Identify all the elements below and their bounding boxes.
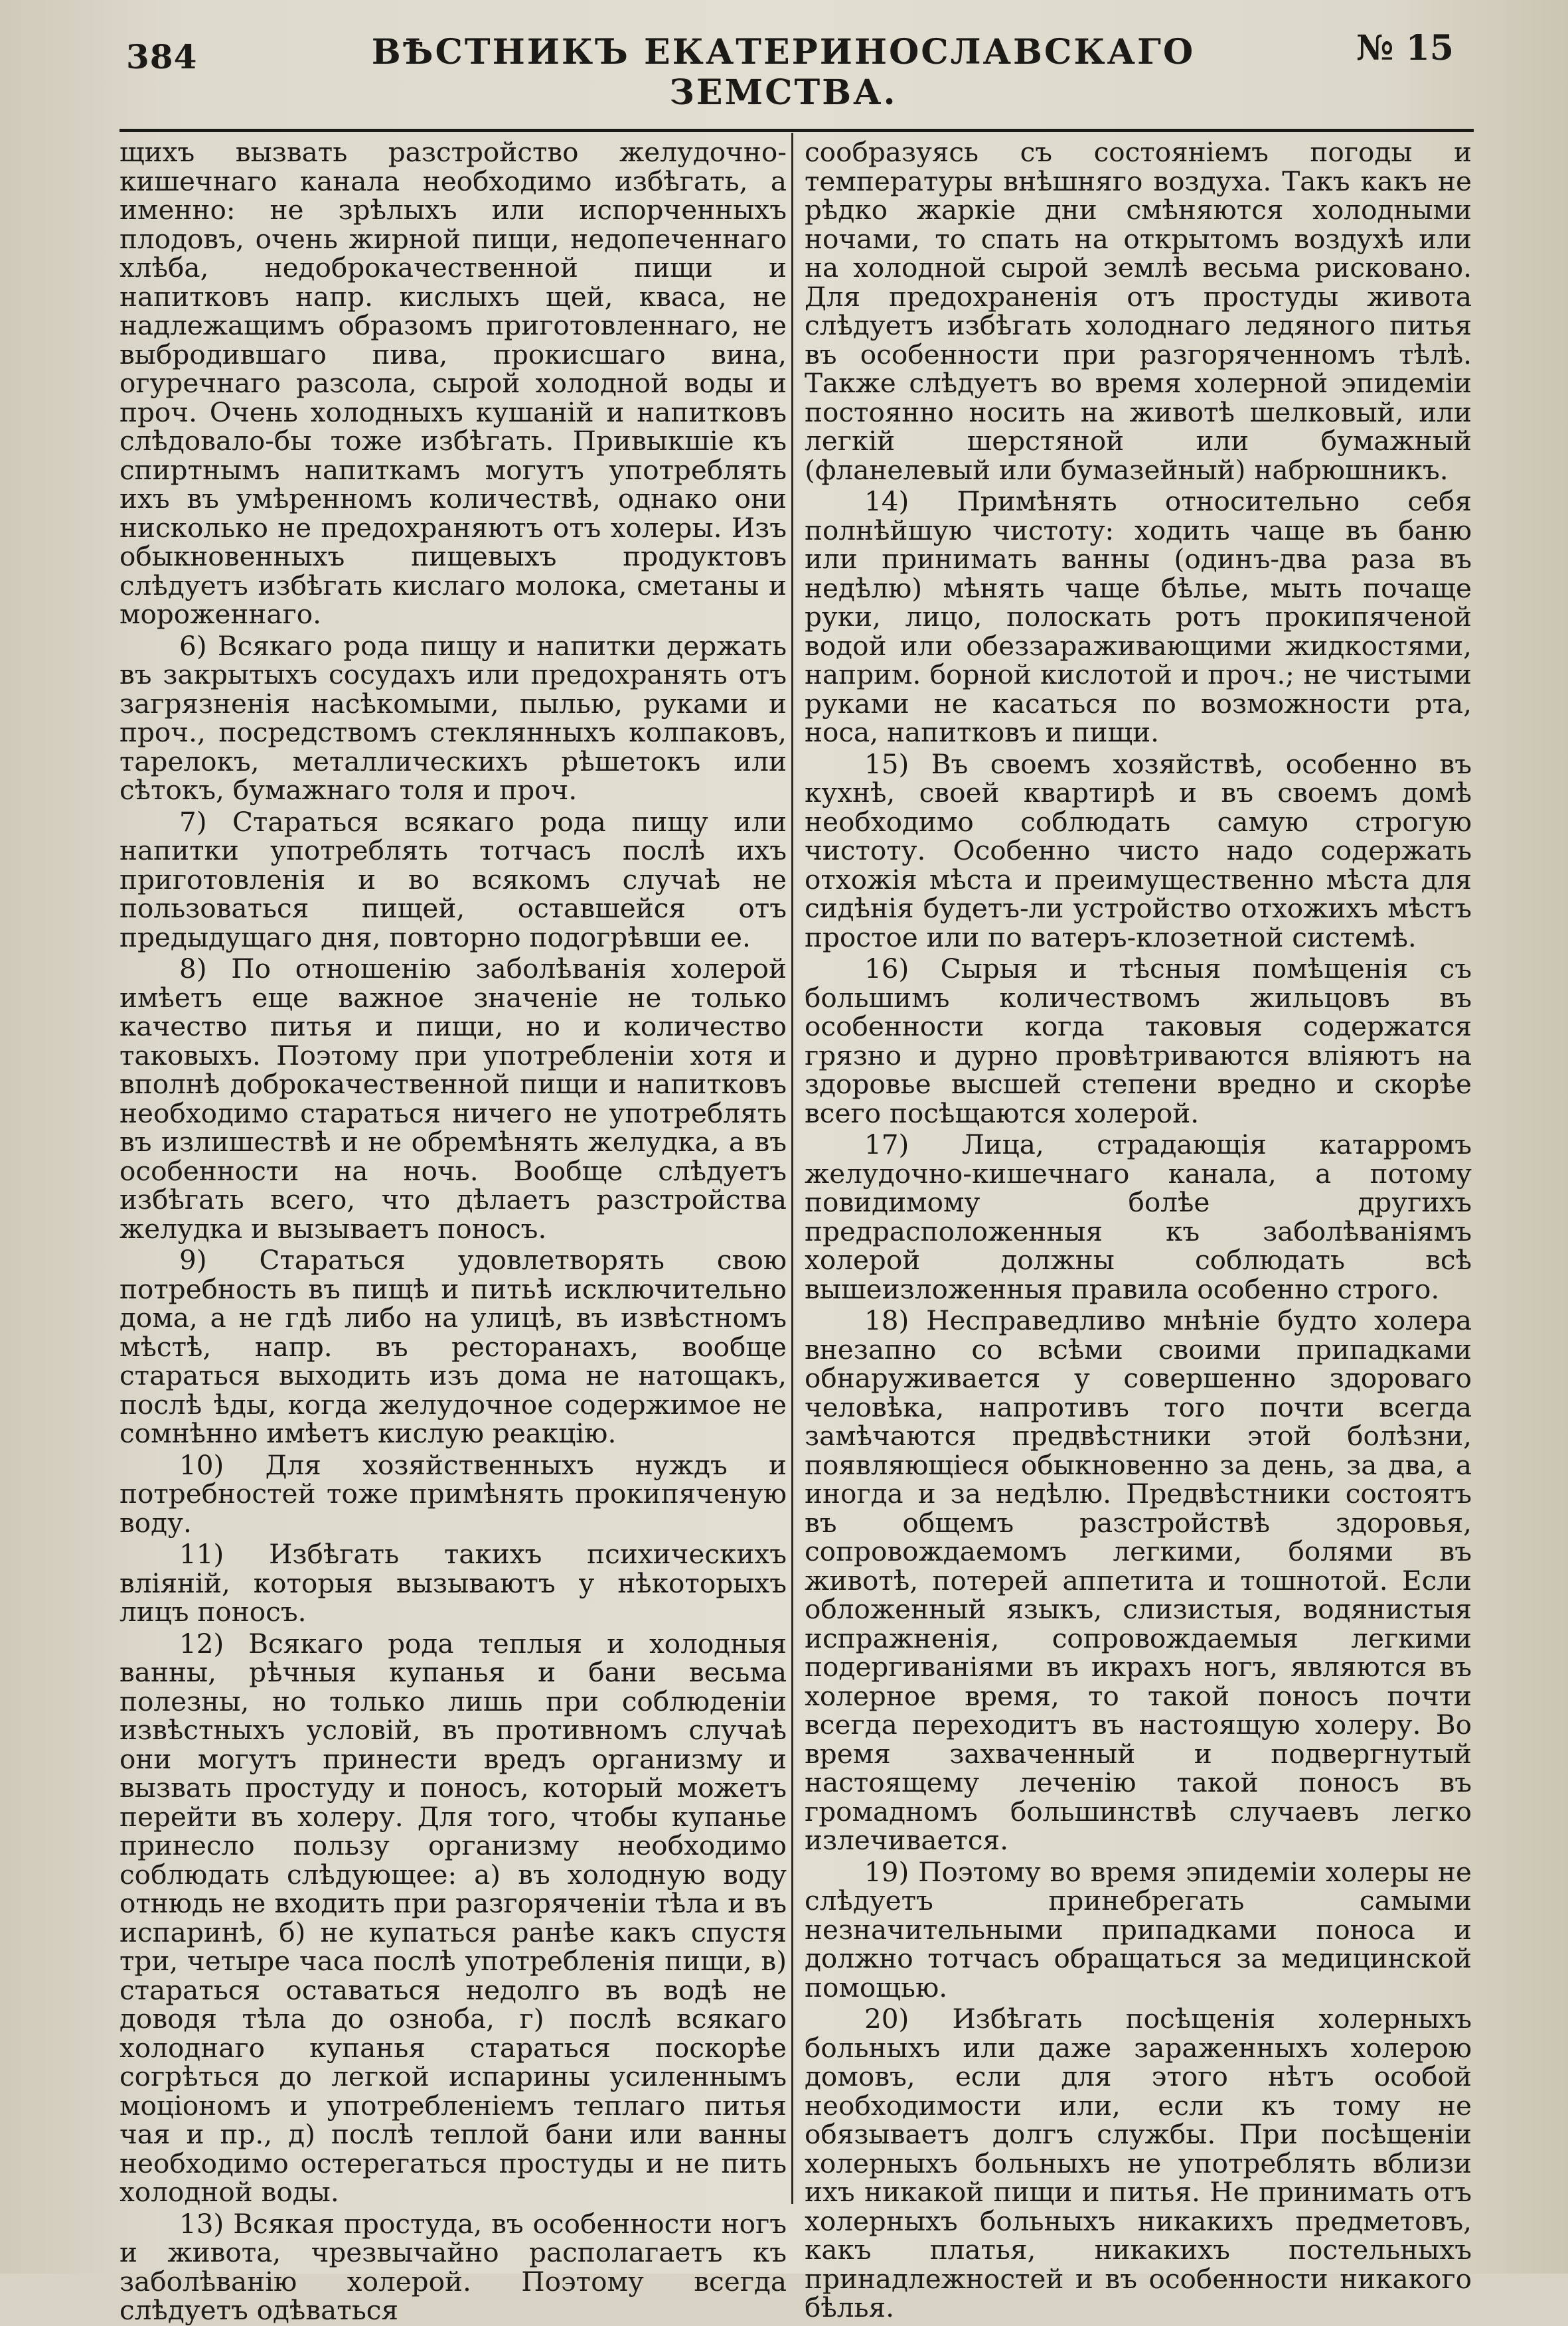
paragraph: 20) Избѣгать посѣщенія холерныхъ больныхъ или даже зараженныхъ холерою домовъ, если для этого нѣтъ особой необходимости или, если къ тому не обязываетъ долгъ службы. При посѣщеніи холерныхъ больныхъ не употреблять вблизи ихъ никакой пищи и питья. Не принимать отъ холерныхъ больныхъ никакихъ предметовъ, какъ платья, никакихъ постельныхъ принадлежностей и въ особенности никакого бѣлья.: [805, 2003, 1472, 2323]
left-column: [119, 138, 787, 2325]
paragraph: 6) Всякаго рода пищу и напитки держать въ закрытыхъ сосудахъ или предохранять отъ загрязненія насѣкомыми, пылью, руками и проч., посредствомъ стеклянныхъ колпаковъ, тарелокъ, металлическихъ рѣшетокъ или сѣтокъ, бумажнаго толя и проч.: [119, 629, 787, 806]
paragraph: 16) Сырыя и тѣсныя помѣщенія съ большимъ количествомъ жильцовъ въ особенности когда таковыя содержатся грязно и дурно провѣтриваются вліяютъ на здоровье высшей степени вредно и скорѣе всего посѣщаются холерой.: [805, 953, 1472, 1129]
paragraph: 7) Стараться всякаго рода пищу или напитки употреблять тотчасъ послѣ ихъ приготовленія и во всякомъ случаѣ не пользоваться пищей, оставшейся отъ предыдущаго дня, повторно подогрѣвши ее.: [119, 805, 787, 953]
paragraph: 15) Въ своемъ хозяйствѣ, особенно въ кухнѣ, своей квартирѣ и въ своемъ домѣ необходимо соблюдать самую строгую чистоту. Особенно чисто надо содержать отхожія мѣста и преимущественно мѣста для сидѣнія будетъ-ли устройство отхожихъ мѣстъ простое или по ватеръ-клозетной системѣ.: [805, 747, 1472, 953]
paragraph: 14) Примѣнять относительно себя полнѣйшую чистоту: ходить чаще въ баню или принимать ванны (одинъ-два раза въ недѣлю) мѣнять чаще бѣлье, мыть почаще руки, лицо, полоскать ротъ прокипяченой водой или обеззараживающими жидкостями, наприм. борной кислотой и проч.; не чистыми руками не касаться по возможности рта, носа, напитковъ и пищи.: [805, 485, 1472, 748]
paragraph: сообразуясь съ состояніемъ погоды и температуры внѣшняго воздуха. Такъ какъ не рѣдко жаркіе дни смѣняются холодными ночами, то спать на открытомъ воздухѣ или на холодной сырой землѣ весьма рисковано. Для предохраненія отъ простуды живота слѣдуетъ избѣгать холоднаго ледяного питья въ особенности при разгоряченномъ тѣлѣ. Также слѣдуетъ во время холерной эпидеміи постоянно носить на животѣ шелковый, или легкій шерстяной или бумажный (фланелевый или бумазейный) набрюшникъ.: [805, 136, 1472, 486]
issue-number: № 15: [1356, 28, 1454, 68]
paragraph: 12) Всякаго рода теплыя и холодныя ванны, рѣчныя купанья и бани весьма полезны, но только лишь при соблюденіи извѣстныхъ условій, въ противномъ случаѣ они могутъ принести вредъ организму и вызвать простуду и поносъ, который можетъ перейти въ холеру. Для того, чтобы купанье принесло пользу организму необходимо соблюдать слѣдующее: а) въ холодную воду отнюдь не входить при разгоряченіи тѣла и въ испаринѣ, б) не купаться ранѣе какъ спустя три, четыре часа послѣ употребленія пищи, в) стараться оставаться недолго въ водѣ не доводя тѣла до озноба, г) послѣ всякаго холоднаго купанья стараться поскорѣе согрѣться до легкой испарины усиленнымъ моціономъ и употребленіемъ теплаго питья чая и пр., д) послѣ теплой бани или ванны необходимо остерегаться простуды и не пить холодной воды.: [119, 1627, 787, 2208]
paragraph: 17) Лица, страдающія катарромъ желудочно-кишечнаго канала, а потому повидимому болѣе другихъ предрасположенныя къ заболѣваніямъ холерой должны соблюдать всѣ вышеизложенныя правила особенно строго.: [805, 1128, 1472, 1305]
paragraph: 10) Для хозяйственныхъ нуждъ и потребностей тоже примѣнять прокипяченую воду.: [119, 1448, 787, 1539]
paragraph: щихъ вызвать разстройство желудочно-кишечнаго канала необходимо избѣгать, а именно: не зрѣлыхъ или испорченныхъ плодовъ, очень жирной пищи, недопеченнаго хлѣба, недоброкачественной пищи и напитковъ напр. кислыхъ щей, кваса, не надлежащимъ образомъ приготовленнаго, не выбродившаго пива, прокисшаго вина, огуречнаго разсола, сырой холодной воды и проч. Очень холодныхъ кушаній и напитковъ слѣдовало-бы тоже избѣгать. Привыкшіе къ спиртнымъ напиткамъ могутъ употреблять ихъ въ умѣренномъ количествѣ, однако они нисколько не предохраняютъ отъ холеры. Изъ обыкновенныхъ пищевыхъ продуктовъ слѣдуетъ избѣгать кислаго молока, сметаны и мороженнаго.: [119, 136, 787, 630]
paragraph: 11) Избѣгать такихъ психическихъ вліяній, которыя вызываютъ у нѣкоторыхъ лицъ поносъ.: [119, 1538, 787, 1628]
paragraph: 18) Несправедливо мнѣніе будто холера внезапно со всѣми своими припадками обнаруживается у совершенно здороваго человѣка, напротивъ того почти всегда замѣчаются предвѣстники этой болѣзни, появляющіеся обыкновенно за день, за два, а иногда и за недѣлю. Предвѣстники состоятъ въ общемъ разстройствѣ здоровья, сопровождаемомъ легкими, болями въ животѣ, потерей аппетита и тошнотой. Если обложенный языкъ, слизистыя, водянистыя испражненія, сопровождаемыя легкими подергиваніями въ икрахъ ногъ, являются въ холерное время, то такой поносъ почти всегда переходитъ въ настоящую холеру. Во время захваченный и подвергнутый настоящему леченію такой поносъ въ громадномъ большинствѣ случаевъ легко излечивается.: [805, 1304, 1472, 1856]
header-rule: [119, 129, 1474, 132]
paragraph: 13) Всякая простуда, въ особенности ногъ и живота, чрезвычайно располагаетъ къ заболѣванію холерой. Поэтому всегда слѣдуетъ одѣваться: [119, 2207, 787, 2326]
page-number: 384: [126, 37, 198, 76]
column-divider: [791, 133, 793, 2204]
paragraph: 9) Стараться удовлетворять свою потребность въ пищѣ и питьѣ исключительно дома, а не гдѣ либо на улицѣ, въ извѣстномъ мѣстѣ, напр. въ ресторанахъ, вообще стараться выходить изъ дома не натощакъ, послѣ ѣды, когда желудочное содержимое не сомнѣнно имѣетъ кислую реакцію.: [119, 1244, 787, 1449]
journal-title: ВѢСТНИКЪ ЕКАТЕРИНОСЛАВСКАГО ЗЕМСТВА.: [371, 32, 1196, 113]
right-column: [805, 138, 1472, 2323]
paragraph: 8) По отношенію заболѣванія холерой имѣетъ еще важное значеніе не только качество питья и пищи, но и количество таковыхъ. Поэтому при употребленіи хотя и вполнѣ доброкачественной пищи и напитковъ необходимо стараться ничего не употреблять въ излишествѣ и не обремѣнять желудка, а въ особенности на ночь. Вообще слѣдуетъ избѣгать всего, что дѣлаетъ разстройства желудка и вызываетъ поносъ.: [119, 953, 787, 1245]
paragraph: 19) Поэтому во время эпидеміи холеры не слѣдуетъ принебрегать самыми незначительными припадками поноса и должно тотчасъ обращаться за медицинской помощью.: [805, 1855, 1472, 2003]
page-header: [119, 19, 1480, 113]
